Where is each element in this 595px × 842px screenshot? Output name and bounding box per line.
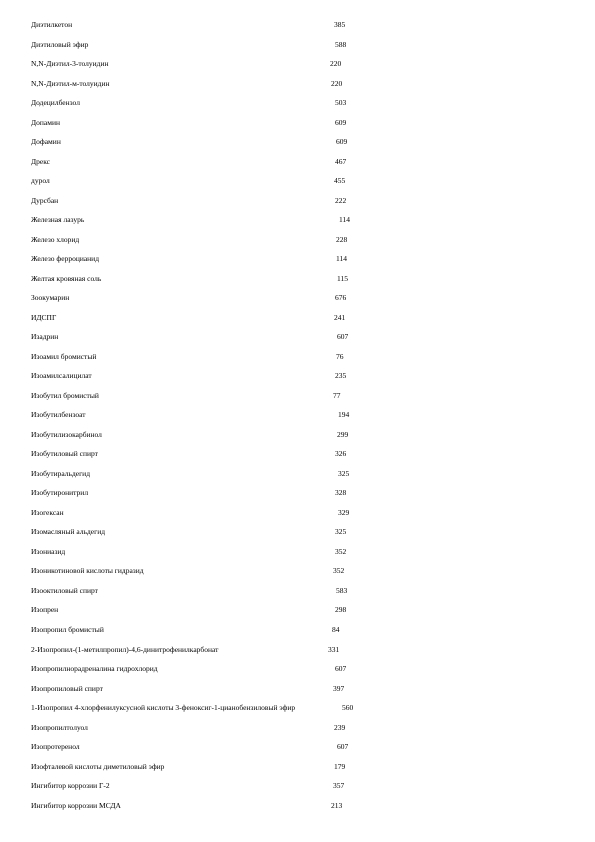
entry-name: Изадрин (31, 332, 59, 341)
entry-name: Изопрен (31, 605, 59, 614)
entry-page-number: 114 (336, 254, 347, 263)
entry-name: Изобутиловый спирт (31, 449, 98, 458)
entry-page-number: 76 (336, 352, 344, 361)
index-entry (0, 174, 595, 188)
index-entry (0, 57, 595, 71)
entry-page-number: 235 (335, 371, 347, 380)
entry-name: Изофталевой кислоты диметиловый эфир (31, 762, 165, 771)
entry-page-number: 220 (330, 59, 342, 68)
entry-name: дурол (31, 176, 50, 185)
index-entry (0, 116, 595, 130)
entry-name: Желтая кровяная соль (31, 274, 102, 283)
entry-page-number: 84 (332, 625, 340, 634)
index-entry (0, 701, 595, 715)
entry-page-number: 560 (342, 703, 354, 712)
entry-name: Дурсбан (31, 196, 59, 205)
index-entry (0, 603, 595, 617)
entry-name: Железо хлорид (31, 235, 80, 244)
entry-name: Дрекс (31, 157, 50, 166)
entry-name: N,N-Диэтил-3-толуидин (31, 59, 109, 68)
entry-name: Изобутилизокарбинол (31, 430, 102, 439)
entry-page-number: 467 (335, 157, 347, 166)
index-entry (0, 291, 595, 305)
entry-page-number: 607 (335, 664, 347, 673)
entry-page-number: 220 (331, 79, 343, 88)
entry-name: Додецилбензол (31, 98, 80, 107)
entry-name: Изогексан (31, 508, 64, 517)
entry-page-number: 325 (335, 527, 347, 536)
entry-page-number: 213 (331, 801, 343, 810)
entry-name: Изопротеренол (31, 742, 80, 751)
entry-name: Изобутилбензоат (31, 410, 86, 419)
entry-name: Изопропилтолуол (31, 723, 88, 732)
index-entry (0, 682, 595, 696)
index-entry (0, 506, 595, 520)
entry-page-number: 328 (335, 488, 347, 497)
entry-page-number: 299 (337, 430, 349, 439)
entry-name: Изопропиловый спирт (31, 684, 103, 693)
entry-page-number: 609 (336, 137, 348, 146)
index-entry (0, 389, 595, 403)
index-entry (0, 369, 595, 383)
entry-name: Изоамилсалицилат (31, 371, 92, 380)
index-entry (0, 408, 595, 422)
entry-name: Дофамин (31, 137, 61, 146)
entry-page-number: 607 (337, 332, 349, 341)
entry-name: Изониазид (31, 547, 66, 556)
entry-page-number: 607 (337, 742, 349, 751)
entry-name: Допамин (31, 118, 60, 127)
entry-page-number: 228 (336, 235, 348, 244)
entry-name: N,N-Диэтил-м-толуидин (31, 79, 110, 88)
entry-name: Изооктиловый спирт (31, 586, 98, 595)
index-entry (0, 584, 595, 598)
entry-name: Диэтиловый эфир (31, 40, 89, 49)
index-entry (0, 486, 595, 500)
index-entry (0, 545, 595, 559)
index-entry (0, 447, 595, 461)
entry-page-number: 583 (336, 586, 348, 595)
entry-page-number: 352 (333, 566, 345, 575)
entry-name: Изомасляный альдегид (31, 527, 106, 536)
index-entry (0, 311, 595, 325)
index-entry (0, 740, 595, 754)
entry-page-number: 194 (338, 410, 350, 419)
entry-page-number: 329 (338, 508, 350, 517)
index-entry (0, 779, 595, 793)
index-entry (0, 96, 595, 110)
entry-name: Изоамил бромистый (31, 352, 97, 361)
entry-name: Изобутиронитрил (31, 488, 89, 497)
index-entry (0, 252, 595, 266)
entry-page-number: 503 (335, 98, 347, 107)
index-entry (0, 38, 595, 52)
entry-page-number: 397 (333, 684, 345, 693)
index-entry (0, 155, 595, 169)
entry-name: Изоникотиновой кислоты гидразид (31, 566, 144, 575)
entry-page-number: 239 (334, 723, 346, 732)
entry-name: ИДСПГ (31, 313, 57, 322)
index-entry (0, 233, 595, 247)
index-entry (0, 350, 595, 364)
entry-page-number: 298 (335, 605, 347, 614)
index-entry (0, 428, 595, 442)
index-entry (0, 77, 595, 91)
entry-page-number: 609 (335, 118, 347, 127)
index-entry (0, 467, 595, 481)
entry-name: 1-Изопропил 4-хлорфенилуксусной кислоты 3-феноксиг-1-цианобензиловый эфир (31, 703, 296, 712)
entry-page-number: 222 (335, 196, 347, 205)
index-entry (0, 135, 595, 149)
entry-name: 2-Изопропил-(1-метилпропил)-4,6-динитрофенилкарбонат (31, 645, 219, 654)
index-entry (0, 330, 595, 344)
entry-name: Изобутил бромистый (31, 391, 99, 400)
index-entry (0, 272, 595, 286)
index-entry (0, 194, 595, 208)
entry-page-number: 114 (339, 215, 350, 224)
index-entry (0, 213, 595, 227)
entry-page-number: 352 (335, 547, 347, 556)
entry-name: Диэтилкетон (31, 20, 73, 29)
entry-page-number: 179 (334, 762, 346, 771)
index-entry (0, 662, 595, 676)
index-entry (0, 564, 595, 578)
index-entry (0, 760, 595, 774)
entry-name: Железная лазурь (31, 215, 85, 224)
entry-page-number: 331 (328, 645, 340, 654)
entry-page-number: 676 (335, 293, 347, 302)
entry-name: Изопропил бромистый (31, 625, 104, 634)
index-entry (0, 525, 595, 539)
index-entry (0, 18, 595, 32)
index-entry (0, 799, 595, 813)
entry-name: Железо ферроцианид (31, 254, 100, 263)
index-entry (0, 623, 595, 637)
entry-page-number: 325 (338, 469, 350, 478)
index-entry (0, 721, 595, 735)
index-entry (0, 643, 595, 657)
entry-name: Ингибитор коррозии МСДА (31, 801, 121, 810)
entry-page-number: 77 (333, 391, 341, 400)
entry-name: Изопропилнорадреналина гидрохлорид (31, 664, 158, 673)
entry-name: Зоокумарин (31, 293, 70, 302)
entry-page-number: 588 (335, 40, 347, 49)
entry-page-number: 326 (335, 449, 347, 458)
entry-page-number: 385 (334, 20, 346, 29)
entry-page-number: 357 (333, 781, 345, 790)
entry-page-number: 115 (337, 274, 348, 283)
entry-name: Изобутиральдегид (31, 469, 91, 478)
entry-name: Ингибитор коррозии Г-2 (31, 781, 110, 790)
entry-page-number: 241 (334, 313, 346, 322)
entry-page-number: 455 (334, 176, 346, 185)
